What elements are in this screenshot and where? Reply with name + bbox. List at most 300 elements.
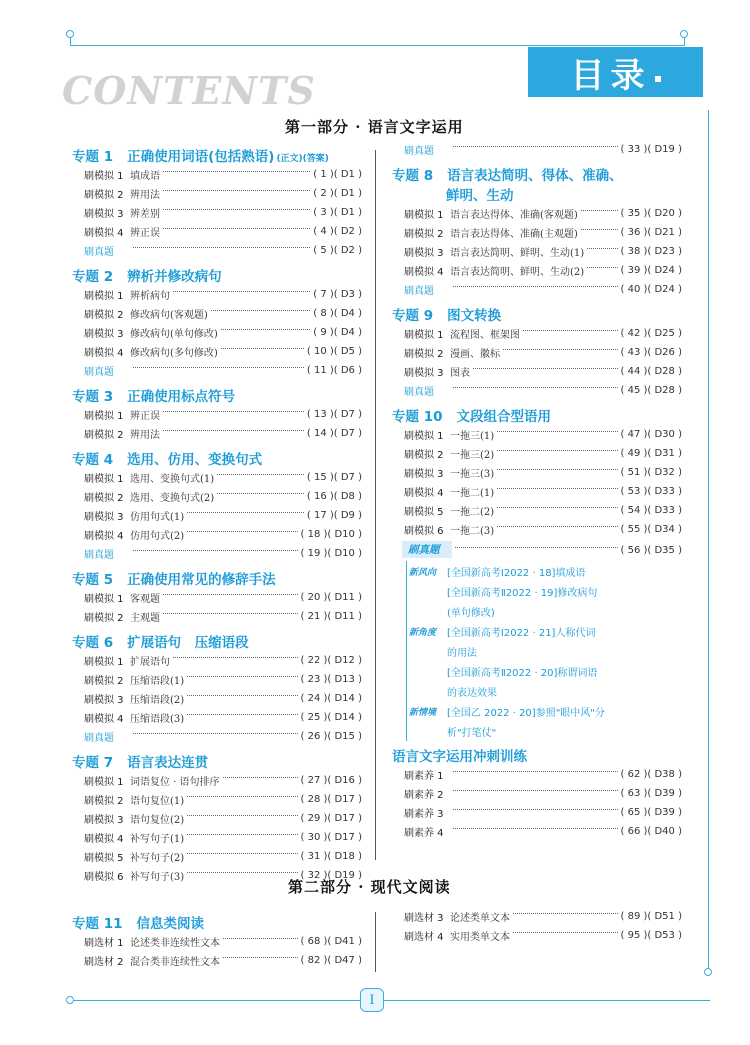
zhenti-line[interactable] <box>407 721 682 741</box>
zhenti-entry[interactable] <box>392 280 682 299</box>
topic-title: 正确使用标点符号 <box>127 389 236 405</box>
entry-label: 刷模拟 3 <box>404 469 444 480</box>
entry-title: 语句复位(2) <box>130 815 185 826</box>
topic-title: 文段组合型语用 <box>456 409 551 425</box>
entry-page: ( 44 )( D28 ) <box>620 366 682 377</box>
entry-title: 论述类单文本 <box>450 913 510 924</box>
topic-number: 专题 9 <box>392 308 434 324</box>
entry-title: 仿用句式(1) <box>130 512 185 523</box>
topic-title: 扩展语句 压缩语段 <box>127 635 249 651</box>
topic-heading <box>72 568 362 588</box>
entry-label: 刷模拟 1 <box>84 594 124 605</box>
entry-label: 刷模拟 4 <box>84 531 124 542</box>
entry-page: ( 89 )( D51 ) <box>620 911 682 922</box>
toc-entry[interactable] <box>392 907 682 926</box>
right-column <box>392 140 682 841</box>
leader-dots <box>503 349 618 350</box>
entry-page: ( 29 )( D17 ) <box>300 813 362 824</box>
entry-page: ( 18 )( D10 ) <box>300 529 362 540</box>
entry-label: 刷模拟 3 <box>84 815 124 826</box>
toc-entry[interactable] <box>72 424 362 443</box>
entry-page: ( 38 )( D23 ) <box>620 246 682 257</box>
toc-entry[interactable] <box>392 362 682 381</box>
topic-number: 专题 10 <box>392 409 443 425</box>
entry-page: ( 20 )( D11 ) <box>300 592 362 603</box>
contents-watermark: CONTENTS <box>62 68 316 113</box>
leader-dots <box>523 330 618 331</box>
toc-entry[interactable] <box>392 242 682 261</box>
toc-entry[interactable] <box>392 324 682 343</box>
toc-entry[interactable] <box>72 405 362 424</box>
toc-entry[interactable] <box>392 261 682 280</box>
zhenti-entry[interactable] <box>392 381 682 400</box>
entry-page: ( 27 )( D16 ) <box>300 775 362 786</box>
zhenti-text: 析"打笔仗" <box>447 727 497 739</box>
leader-dots <box>497 469 617 470</box>
topic-heading <box>392 304 682 324</box>
toc-entry[interactable] <box>72 506 362 525</box>
leader-dots <box>513 932 618 933</box>
leader-dots <box>453 809 618 810</box>
entry-label: 刷模拟 4 <box>84 714 124 725</box>
zhenti-text: [全国新高考Ⅱ2022 · 20]称谓词语 <box>447 667 598 679</box>
topic-number: 专题 2 <box>72 269 114 285</box>
entry-label: 刷选材 1 <box>84 938 124 949</box>
entry-page: ( 54 )( D33 ) <box>620 505 682 516</box>
entry-title: 压缩语段(2) <box>130 695 185 706</box>
zhenti-badge: 刷真题 <box>402 541 452 558</box>
topic-number: 专题 6 <box>72 635 114 651</box>
entry-label: 刷模拟 1 <box>84 657 124 668</box>
entry-title: 修改病句(多句修改) <box>130 348 218 359</box>
entry-label: 刷模拟 2 <box>404 450 444 461</box>
toc-entry[interactable] <box>72 932 362 951</box>
entry-page: ( 10 )( D5 ) <box>306 346 362 357</box>
entry-page: ( 33 )( D19 ) <box>620 144 682 155</box>
toc-entry[interactable] <box>72 323 362 342</box>
entry-label: 刷模拟 1 <box>84 171 124 182</box>
leader-dots <box>133 367 304 368</box>
entry-title: 辨正误 <box>130 228 160 239</box>
part1-title: 第一部分 · 语言文字运用 <box>285 118 464 136</box>
entry-label: 刷模拟 5 <box>404 507 444 518</box>
toc-entry[interactable] <box>72 708 362 727</box>
entry-title: 压缩语段(1) <box>130 676 185 687</box>
leader-dots <box>187 853 297 854</box>
toc-entry[interactable] <box>392 343 682 362</box>
entry-label: 刷模拟 2 <box>84 493 124 504</box>
frame-dot-bottom-right <box>704 968 712 976</box>
topic-number: 专题 7 <box>72 755 114 771</box>
entry-title: 图表 <box>450 368 470 379</box>
leader-dots <box>133 247 310 248</box>
leader-dots <box>187 512 304 513</box>
entry-title: 补写句子(1) <box>130 834 185 845</box>
entry-title: 一拖三(3) <box>450 469 495 480</box>
toc-entry[interactable] <box>72 847 362 866</box>
topic-number: 专题 8 <box>392 168 434 184</box>
leader-dots <box>453 790 618 791</box>
zhenti-line[interactable] <box>407 621 682 641</box>
zhenti-text: 的表达效果 <box>447 687 497 699</box>
entry-page: ( 39 )( D24 ) <box>620 265 682 276</box>
leader-dots <box>581 229 618 230</box>
topic-tags: (正文)(答案) <box>276 154 329 164</box>
entry-title: 一拖三(1) <box>450 431 495 442</box>
leader-dots <box>453 828 618 829</box>
entry-label: 刷模拟 4 <box>84 348 124 359</box>
entry-title: 一拖二(1) <box>450 488 495 499</box>
entry-label: 刷素养 4 <box>404 828 444 839</box>
entry-page: ( 21 )( D11 ) <box>300 611 362 622</box>
topic-heading <box>72 385 362 405</box>
entry-title: 语言表达简明、鲜明、生动(1) <box>450 248 585 259</box>
entry-label: 刷模拟 1 <box>84 411 124 422</box>
zhenti-line[interactable] <box>407 661 682 681</box>
entry-title: 选用、变换句式(1) <box>130 474 215 485</box>
entry-title: 语言表达简明、鲜明、生动(2) <box>450 267 585 278</box>
entry-label: 刷模拟 1 <box>404 330 444 341</box>
toc-entry[interactable] <box>72 342 362 361</box>
zhenti-tag: 新情境 <box>409 707 437 718</box>
toc-entry[interactable] <box>392 926 682 945</box>
entry-title: 语言表达得体、准确(主观题) <box>450 229 578 240</box>
entry-label: 刷真题 <box>84 247 114 258</box>
entry-page: ( 26 )( D15 ) <box>300 731 362 742</box>
topic-number: 专题 5 <box>72 572 114 588</box>
toc-entry[interactable] <box>72 525 362 544</box>
leader-dots <box>217 493 304 494</box>
toc-entry[interactable] <box>392 482 682 501</box>
entry-page: ( 15 )( D7 ) <box>306 472 362 483</box>
entry-label: 刷模拟 3 <box>404 368 444 379</box>
entry-page: ( 19 )( D10 ) <box>300 548 362 559</box>
topic-heading <box>392 405 682 425</box>
entry-page: ( 31 )( D18 ) <box>300 851 362 862</box>
leader-dots <box>173 657 298 658</box>
entry-title: 词语复位 · 语句排序 <box>130 777 220 788</box>
leader-dots <box>163 171 310 172</box>
entry-page: ( 13 )( D7 ) <box>306 409 362 420</box>
leader-dots <box>587 267 617 268</box>
toc-entry[interactable] <box>392 501 682 520</box>
zhenti-text: (单句修改) <box>447 607 495 619</box>
entry-page: ( 8 )( D4 ) <box>313 308 362 319</box>
leader-dots <box>217 474 304 475</box>
leader-dots <box>211 310 310 311</box>
zhenti-tag: 新角度 <box>409 627 437 638</box>
zhenti-text: 的用法 <box>447 647 477 659</box>
toc-entry[interactable] <box>72 809 362 828</box>
entry-page: ( 66 )( D40 ) <box>620 826 682 837</box>
entry-label: 刷模拟 2 <box>404 229 444 240</box>
topic-heading <box>72 448 362 468</box>
entry-label: 刷真题 <box>404 387 434 398</box>
toc-entry[interactable] <box>72 203 362 222</box>
topic-number: 专题 11 <box>72 916 123 932</box>
entry-label: 刷模拟 3 <box>84 209 124 220</box>
entry-page: ( 40 )( D24 ) <box>620 284 682 295</box>
topic-title: 语言表达简明、得体、准确、 <box>447 168 623 184</box>
toc-entry[interactable] <box>72 184 362 203</box>
entry-page: ( 43 )( D26 ) <box>620 347 682 358</box>
entry-title: 客观题 <box>130 594 160 605</box>
leader-dots <box>221 348 304 349</box>
entry-page: ( 3 )( D1 ) <box>313 207 362 218</box>
column-divider <box>375 150 376 860</box>
entry-page: ( 63 )( D39 ) <box>620 788 682 799</box>
zhenti-line[interactable] <box>407 681 682 701</box>
toc-entry[interactable] <box>392 204 682 223</box>
entry-label: 刷选材 4 <box>404 932 444 943</box>
leader-dots <box>163 228 310 229</box>
leader-dots <box>163 594 298 595</box>
topic-title: 辨析并修改病句 <box>127 269 222 285</box>
leader-dots <box>455 547 618 548</box>
entry-label: 刷模拟 1 <box>84 474 124 485</box>
leader-dots <box>163 411 304 412</box>
leader-dots <box>497 507 617 508</box>
toc-entry[interactable] <box>72 651 362 670</box>
entry-page: ( 25 )( D14 ) <box>300 712 362 723</box>
entry-page: ( 5 )( D2 ) <box>313 245 362 256</box>
entry-label: 刷模拟 6 <box>404 526 444 537</box>
frame-dot-top-right <box>680 30 688 38</box>
leader-dots <box>133 550 298 551</box>
entry-page: ( 62 )( D38 ) <box>620 769 682 780</box>
entry-title: 一拖三(2) <box>450 450 495 461</box>
zhenti-block-header[interactable] <box>392 539 682 561</box>
entry-page: ( 47 )( D30 ) <box>620 429 682 440</box>
entry-page: ( 30 )( D17 ) <box>300 832 362 843</box>
left-column <box>72 140 362 885</box>
leader-dots <box>497 450 617 451</box>
zhenti-text: [全国新高考Ⅱ2022 · 19]修改病句 <box>447 587 598 599</box>
entry-label: 刷模拟 2 <box>84 613 124 624</box>
leader-dots <box>173 291 310 292</box>
entry-label: 刷素养 3 <box>404 809 444 820</box>
toc-entry[interactable] <box>72 304 362 323</box>
part2-title: 第二部分 · 现代文阅读 <box>288 878 451 896</box>
entry-title: 语句复位(1) <box>130 796 185 807</box>
entry-title: 选用、变换句式(2) <box>130 493 215 504</box>
topic-heading <box>72 912 362 932</box>
entry-page: ( 68 )( D41 ) <box>300 936 362 947</box>
toc-entry[interactable] <box>72 468 362 487</box>
toc-entry[interactable] <box>72 222 362 241</box>
topic-title: 语言表达连贯 <box>127 755 209 771</box>
entry-label: 刷模拟 2 <box>404 349 444 360</box>
entry-title: 补写句子(3) <box>130 872 185 883</box>
entry-page: ( 7 )( D3 ) <box>313 289 362 300</box>
zhenti-text: [全国新高考Ⅰ2022 · 18]填成语 <box>447 567 586 579</box>
page-number: I <box>360 988 384 1012</box>
zhenti-lines <box>406 561 682 741</box>
entry-page: ( 35 )( D20 ) <box>620 208 682 219</box>
entry-label: 刷模拟 1 <box>84 291 124 302</box>
topic-number: 专题 3 <box>72 389 114 405</box>
entry-title: 辨用法 <box>130 430 160 441</box>
entry-page: ( 17 )( D9 ) <box>306 510 362 521</box>
leader-dots <box>187 531 297 532</box>
topic-title: 选用、仿用、变换句式 <box>127 452 263 468</box>
zhenti-text: [全国乙 2022 · 20]参照"眼中风"分 <box>447 707 605 719</box>
frame-top-line <box>70 45 685 46</box>
leader-dots <box>473 368 618 369</box>
entry-page: ( 56 )( D35 ) <box>620 544 682 556</box>
page-title <box>528 47 703 97</box>
leader-dots <box>163 430 304 431</box>
entry-page: ( 55 )( D34 ) <box>620 524 682 535</box>
entry-label: 刷模拟 1 <box>84 777 124 788</box>
entry-title: 修改病句(单句修改) <box>130 329 218 340</box>
toc-entry[interactable] <box>72 790 362 809</box>
entry-page: ( 16 )( D8 ) <box>306 491 362 502</box>
entry-label: 刷模拟 4 <box>404 488 444 499</box>
zhenti-line[interactable] <box>407 641 682 661</box>
zhenti-text: [全国新高考Ⅰ2022 · 21]人称代词 <box>447 627 596 639</box>
entry-title: 漫画、徽标 <box>450 349 500 360</box>
leader-dots <box>453 286 618 287</box>
page-title-text: 目录 <box>570 55 651 96</box>
topic-title: 正确使用常见的修辞手法 <box>127 572 276 588</box>
toc-entry[interactable] <box>392 520 682 539</box>
leader-dots <box>513 913 618 914</box>
leader-dots <box>133 733 298 734</box>
sprint-entry[interactable] <box>392 765 682 784</box>
leader-dots <box>453 771 618 772</box>
entry-page: ( 4 )( D2 ) <box>313 226 362 237</box>
entry-title: 辨析病句 <box>130 291 170 302</box>
leader-dots <box>497 526 617 527</box>
leader-dots <box>187 872 297 873</box>
frame-dot-top-left <box>66 30 74 38</box>
toc-entry[interactable] <box>72 771 362 790</box>
column-divider-part2 <box>375 912 376 972</box>
toc-entry[interactable] <box>72 165 362 184</box>
topic-number: 专题 4 <box>72 452 114 468</box>
entry-label: 刷模拟 2 <box>84 190 124 201</box>
entry-title: 语言表达得体、准确(客观题) <box>450 210 578 221</box>
entry-title: 仿用句式(2) <box>130 531 185 542</box>
entry-title: 主观题 <box>130 613 160 624</box>
leader-dots <box>187 695 297 696</box>
entry-title: 辨正误 <box>130 411 160 422</box>
entry-title: 压缩语段(3) <box>130 714 185 725</box>
part2-right-column <box>392 907 682 945</box>
part2-left-column <box>72 907 362 970</box>
entry-title: 填成语 <box>130 171 160 182</box>
sprint-entry[interactable] <box>392 822 682 841</box>
entry-label: 刷模拟 2 <box>84 430 124 441</box>
entry-label: 刷模拟 4 <box>404 267 444 278</box>
leader-dots <box>497 488 617 489</box>
zhenti-entry[interactable] <box>72 241 362 260</box>
entry-label: 刷选材 3 <box>404 913 444 924</box>
title-square-icon <box>655 76 661 82</box>
leader-dots <box>497 431 617 432</box>
entry-page: ( 2 )( D1 ) <box>313 188 362 199</box>
topic-heading <box>392 164 682 184</box>
zhenti-line[interactable] <box>407 701 682 721</box>
toc-entry[interactable] <box>72 607 362 626</box>
toc-entry[interactable] <box>392 425 682 444</box>
toc-entry[interactable] <box>72 670 362 689</box>
entry-label: 刷模拟 3 <box>84 329 124 340</box>
entry-label: 刷真题 <box>404 286 434 297</box>
entry-page: ( 28 )( D17 ) <box>300 794 362 805</box>
entry-title: 一拖二(3) <box>450 526 495 537</box>
toc-entry[interactable] <box>72 828 362 847</box>
toc-entry[interactable] <box>72 588 362 607</box>
entry-page: ( 45 )( D28 ) <box>620 385 682 396</box>
entry-page: ( 23 )( D13 ) <box>300 674 362 685</box>
leader-dots <box>187 815 297 816</box>
topic-title: 信息类阅读 <box>136 916 204 932</box>
zhenti-line[interactable] <box>407 601 682 621</box>
toc-entry[interactable] <box>72 689 362 708</box>
zhenti-entry[interactable] <box>72 544 362 563</box>
leader-dots <box>587 248 617 249</box>
leader-dots <box>163 190 310 191</box>
zhenti-entry[interactable] <box>72 727 362 746</box>
leader-dots <box>187 796 297 797</box>
entry-title: 修改病句(客观题) <box>130 310 208 321</box>
leader-dots <box>223 777 298 778</box>
toc-entry[interactable] <box>72 951 362 970</box>
entry-page: ( 42 )( D25 ) <box>620 328 682 339</box>
entry-page: ( 95 )( D53 ) <box>620 930 682 941</box>
zhenti-line[interactable] <box>407 561 682 581</box>
entry-title: 实用类单文本 <box>450 932 510 943</box>
toc-entry[interactable] <box>392 463 682 482</box>
entry-label: 刷真题 <box>84 733 114 744</box>
entry-title: 辨差别 <box>130 209 160 220</box>
entry-label: 刷模拟 1 <box>404 431 444 442</box>
entry-page: ( 22 )( D12 ) <box>300 655 362 666</box>
zhenti-entry[interactable] <box>392 140 682 159</box>
entry-page: ( 14 )( D7 ) <box>306 428 362 439</box>
leader-dots <box>221 329 310 330</box>
entry-label: 刷模拟 4 <box>84 834 124 845</box>
entry-page: ( 53 )( D33 ) <box>620 486 682 497</box>
leader-dots <box>163 613 298 614</box>
toc-entry[interactable] <box>392 444 682 463</box>
entry-label: 刷模拟 2 <box>84 796 124 807</box>
sprint-entry[interactable] <box>392 803 682 822</box>
sprint-entry[interactable] <box>392 784 682 803</box>
entry-label: 刷模拟 3 <box>84 512 124 523</box>
entry-label: 刷真题 <box>84 367 114 378</box>
zhenti-entry[interactable] <box>72 361 362 380</box>
entry-title: 一拖二(2) <box>450 507 495 518</box>
toc-entry[interactable] <box>392 223 682 242</box>
entry-page: ( 51 )( D32 ) <box>620 467 682 478</box>
topic-heading <box>72 631 362 651</box>
entry-label: 刷选材 2 <box>84 957 124 968</box>
entry-label: 刷真题 <box>404 146 434 157</box>
entry-page: ( 1 )( D1 ) <box>313 169 362 180</box>
leader-dots <box>453 387 618 388</box>
entry-title: 混合类非连续性文本 <box>130 957 220 968</box>
entry-label: 刷模拟 3 <box>84 695 124 706</box>
entry-title: 论述类非连续性文本 <box>130 938 220 949</box>
topic-title-continued: 鲜明、生动 <box>446 188 514 204</box>
toc-entry[interactable] <box>72 487 362 506</box>
zhenti-line[interactable] <box>407 581 682 601</box>
entry-page: ( 24 )( D14 ) <box>300 693 362 704</box>
toc-entry[interactable] <box>72 285 362 304</box>
